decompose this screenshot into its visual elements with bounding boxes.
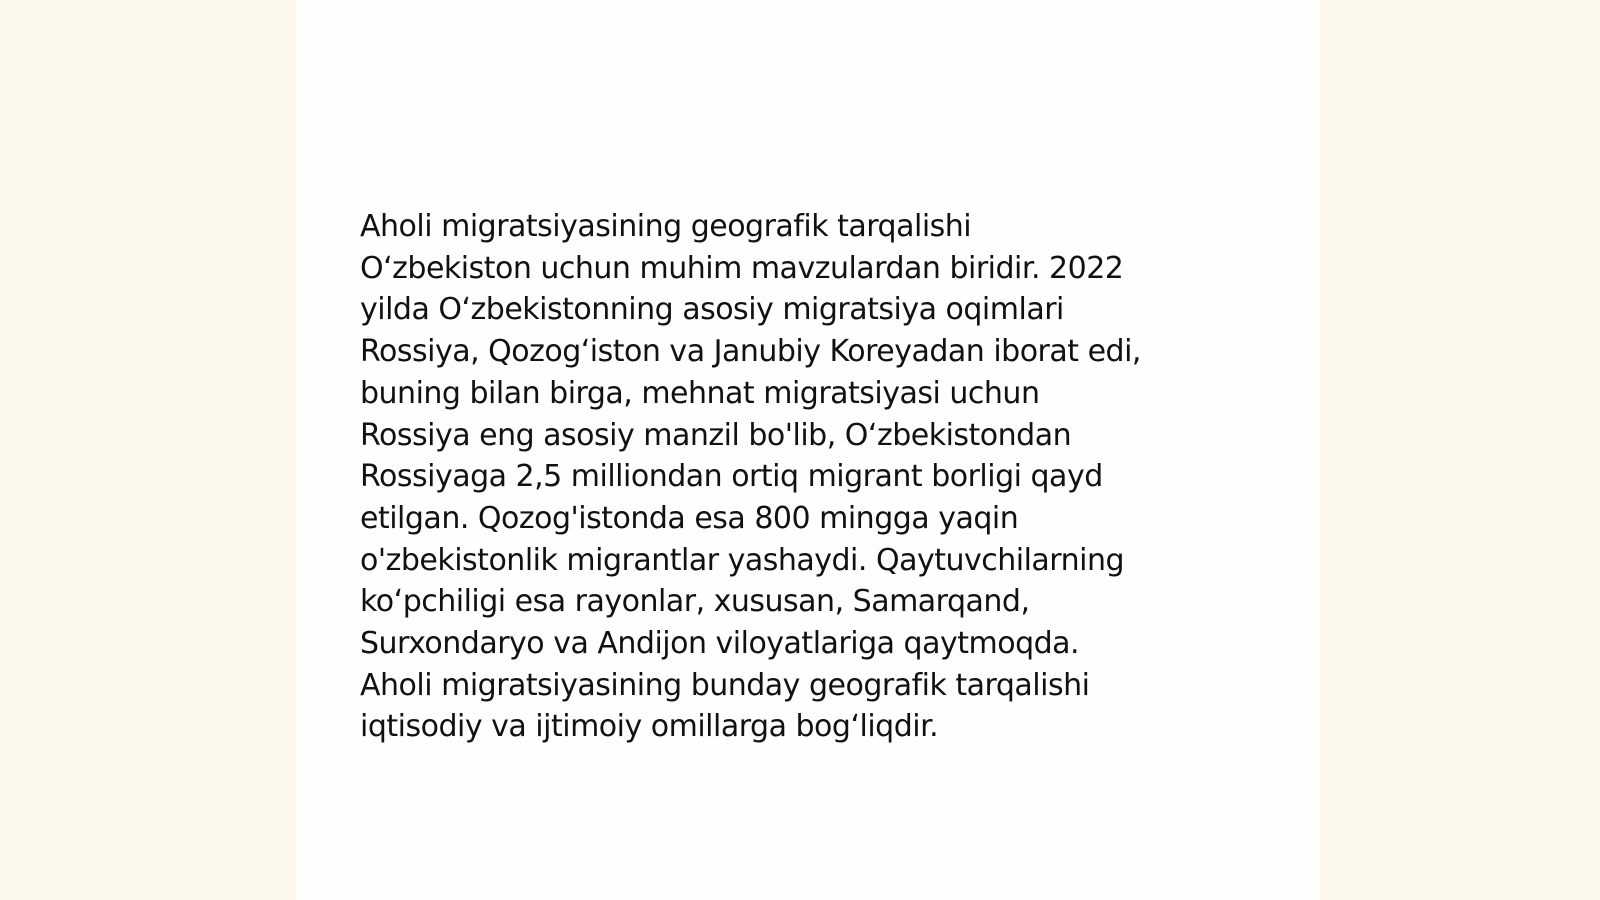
slide-body-text: Aholi migratsiyasining geografik tarqalishi O‘zbekiston uchun muhim mavzulardan biridir. 2022 yilda O‘zbekistonning asosiy migratsiya oqimlari Rossiya, Qozog‘iston va Janubiy Koreyadan iborat edi, buning bilan birga, mehnat migratsiyasi uchun Rossiya eng asosiy manzil bo'lib, O‘zbekistondan Rossiyaga 2,5 milliondan ortiq migrant borligi qayd etilgan. Qozog'istonda esa 800 mingga yaqin o'zbekistonlik migrantlar yashaydi. Qaytuvchilarning ko‘pchiligi esa rayonlar, xususan, Samarqand, Surxondaryo va Andijon viloyatlariga qaytmoqda. Aholi migratsiyasining bunday geografik tarqalishi iqtisodiy va ijtimoiy omillarga bog‘liqdir.	[360, 209, 1141, 745]
slide-page	[296, 0, 1320, 900]
